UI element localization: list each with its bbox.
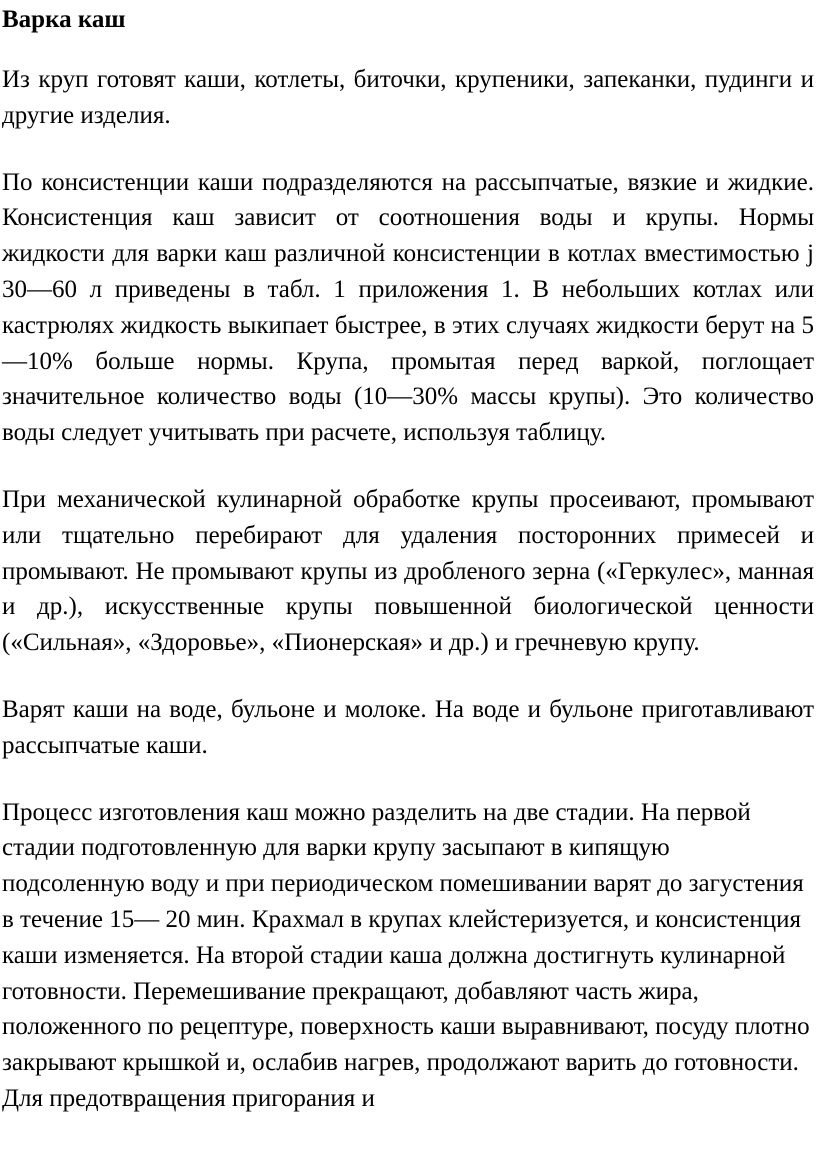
paragraph-3: При механической кулинарной обработке крупы просеивают, промывают или тщательно перебирают для удаления посторонних примесей и промывают. Не промывают крупы из дробленого зерна («Геркулес», манная и др.), искусственные крупы повышенной биологической ценности («Сильная», «Здоровье», «Пионерская» и др.) и гречневую крупу. [2,485,814,657]
paragraph-5: Процесс изготовления каш можно разделить на две стадии. На первой стадии подготовленную для варки крупу засыпают в кипящую подсоленную воду и при периодическом помешивании варят до загустения в течение 15— 20 мин. Крахмал в крупах клейстеризуется, и консистенция каши изменяется. На второй стадии каша должна достигнуть кулинарной готовности. Перемешивание прекращают, добавляют часть жира, положенного по рецептуре, поверхность каши выравнивают, посуду плотно закрывают крышкой и, ослабив нагрев, продолжают варить до готовности. Для предотвращения пригорания и [2,798,810,1112]
paragraph-4: Варят каши на воде, бульоне и молоке. На воде и бульоне приготавливают рассыпчатые каши. [2,695,814,759]
paragraph-1: Из круп готовят каши, котлеты, биточки, крупеники, запеканки, пудинги и другие изделия. [2,66,814,129]
document-title: Варка каш [2,6,126,33]
paragraph-2: По консистенции каши подразделяются на рассыпчатые, вязкие и жидкие. Консистенция каш зависит от соотношения воды и крупы. Нормы жидкости для варки каш различной консистенции в котлах вместимостью j 30—60 л приведены в табл. 1 приложения 1. В небольших котлах или кастрюлях жидкость выкипает быстрее, в этих случаях жидкости берут на 5—10% больше нормы. Крупа, промытая перед варкой, поглощает значительное количество воды (10—30% массы крупы). Это количество воды следует учитывать при расчете, используя таблицу. [2,168,814,447]
